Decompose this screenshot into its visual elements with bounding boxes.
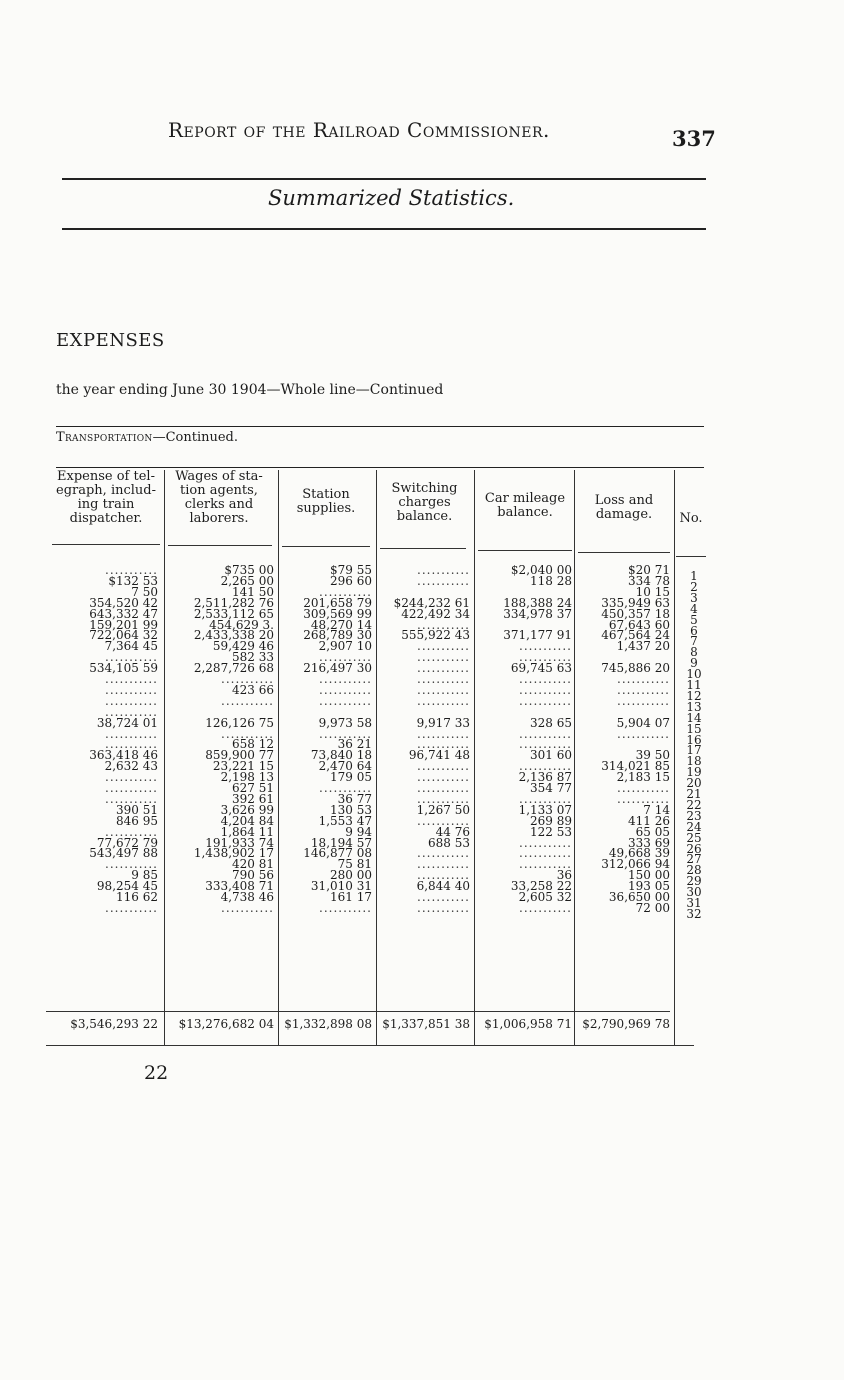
- table-cell: ...........: [417, 672, 470, 686]
- column-header-line: clerks and: [184, 497, 254, 512]
- table-cell: 392 61: [232, 791, 274, 806]
- table-cell: ...........: [519, 846, 572, 861]
- table-cell: ...........: [221, 672, 274, 686]
- table-cell: 1,133 07: [518, 802, 572, 817]
- table-cell: ...........: [519, 900, 572, 915]
- table-cell: 31,010 31: [310, 879, 372, 894]
- table-cell: 335,949 63: [601, 595, 670, 610]
- table-cell: 688 53: [428, 835, 470, 850]
- table-cell: ...........: [519, 857, 572, 872]
- table-cell: 2,136 87: [518, 770, 572, 785]
- table-cell: 859,900 77: [205, 748, 274, 763]
- table-cell: $132 53: [108, 573, 158, 588]
- table-cell: 23,221 15: [212, 759, 274, 774]
- row-number: 24: [686, 819, 702, 834]
- table-cell: 9,917 33: [416, 715, 470, 730]
- column-total: $2,790,969 78: [582, 1017, 670, 1031]
- row-number: 3: [690, 590, 698, 605]
- table-cell: ...........: [105, 704, 158, 719]
- table-cell: 390 51: [116, 802, 158, 817]
- table-cell: 9 85: [131, 868, 158, 883]
- row-number: 18: [686, 754, 702, 769]
- row-number: 8: [690, 645, 698, 660]
- table-cell: ...........: [519, 682, 572, 697]
- column-total: $1,337,851 38: [382, 1017, 470, 1031]
- column-header-line: Expense of tel-: [57, 469, 155, 484]
- table-cell: 36: [556, 868, 572, 883]
- table-cell: ...........: [519, 759, 572, 774]
- table-cell: ...........: [105, 791, 158, 806]
- table-cell: 179 05: [330, 770, 372, 785]
- table-cell: 2,433,338 20: [193, 628, 274, 643]
- table-cell: 38,724 01: [96, 715, 158, 730]
- table-cell: ...........: [417, 661, 470, 676]
- table-cell: 745,886 20: [601, 661, 670, 676]
- table-cell: 658 12: [232, 737, 274, 752]
- subtitle: Summarized Statistics.: [268, 186, 515, 210]
- table-cell: 296 60: [330, 573, 372, 588]
- table-cell: ...........: [105, 737, 158, 752]
- table-cell: 454,629 3.: [209, 617, 274, 632]
- header-underline: [676, 556, 706, 557]
- row-number: 25: [686, 830, 702, 845]
- table-cell: ...........: [519, 672, 572, 686]
- table-cell: $20 71: [628, 563, 670, 577]
- table-cell: 216,497 30: [303, 661, 372, 676]
- table-cell: 72 00: [635, 900, 670, 915]
- column-header-line: No.: [679, 511, 703, 526]
- table-cell: 328 65: [530, 715, 572, 730]
- table-cell: ...........: [417, 857, 470, 872]
- row-number: 16: [686, 732, 702, 747]
- column-total: $3,546,293 22: [70, 1017, 158, 1031]
- table-cell: 59,429 46: [212, 639, 274, 654]
- signature-mark: 22: [144, 1062, 169, 1084]
- column-header-no: [676, 512, 706, 526]
- table-cell: ...........: [319, 726, 372, 741]
- table-cell: ...........: [519, 737, 572, 752]
- table-cell: ...........: [417, 791, 470, 806]
- table-cell: 2,533,112 65: [193, 606, 274, 621]
- row-number: 14: [686, 710, 702, 725]
- table-cell: 3,626 99: [220, 802, 274, 817]
- column-header-station: [278, 488, 374, 516]
- table-cell: 2,907 10: [318, 639, 372, 654]
- table-cell: 36 21: [337, 737, 372, 752]
- table-cell: 7 50: [131, 584, 158, 599]
- column-header-line: egraph, includ-: [56, 483, 156, 498]
- column-header-line: Wages of sta-: [175, 469, 263, 484]
- table-cell: $2,040 00: [510, 563, 572, 577]
- table-cell: 150 00: [628, 868, 670, 883]
- table-cell: 334 78: [628, 573, 670, 588]
- row-number: 26: [686, 841, 702, 856]
- table-cell: ...........: [417, 639, 470, 654]
- header-underline: [282, 546, 370, 547]
- header-underline: [578, 552, 670, 553]
- table-cell: ...........: [319, 672, 372, 686]
- table-cell: ...........: [105, 770, 158, 785]
- table-cell: ...........: [617, 726, 670, 741]
- table-cell: 193 05: [628, 879, 670, 894]
- table-cell: 1,438,902 17: [193, 846, 274, 861]
- column-divider: [574, 470, 575, 1045]
- table-cell: ...........: [319, 682, 372, 697]
- table-cell: ...........: [105, 563, 158, 577]
- column-total: $1,006,958 71: [484, 1017, 572, 1031]
- row-number: 20: [686, 776, 702, 791]
- table-cell: 354 77: [530, 781, 572, 795]
- table-cell: 420 81: [232, 857, 274, 872]
- transport-label: Transportation: [56, 430, 153, 445]
- column-header-line: Station: [302, 487, 350, 502]
- table-cell: ...........: [221, 726, 274, 741]
- table-cell: 2,183 15: [616, 770, 670, 785]
- table-cell: 722,064 32: [89, 628, 158, 643]
- column-divider: [278, 470, 279, 1045]
- table-cell: 75 81: [337, 857, 372, 872]
- row-number: 28: [686, 863, 702, 878]
- table-cell: 280 00: [330, 868, 372, 883]
- table-cell: ...........: [417, 890, 470, 904]
- table-cell: 543,497 88: [89, 846, 158, 861]
- table-cell: ...........: [319, 900, 372, 915]
- page-number: 337: [672, 126, 716, 151]
- table-cell: 118 28: [530, 573, 572, 588]
- row-number: 15: [686, 721, 702, 736]
- table-cell: 2,511,282 76: [193, 595, 274, 610]
- table-cell: ...........: [417, 770, 470, 785]
- table-cell: 67,643 60: [608, 617, 670, 632]
- table-cell: 122 53: [530, 824, 572, 839]
- column-header-wages: [162, 470, 276, 526]
- table-cell: ...........: [417, 781, 470, 795]
- table-cell: 423 66: [232, 682, 274, 697]
- table-cell: ...........: [417, 650, 470, 665]
- table-cell: 69,745 63: [510, 661, 572, 676]
- table-cell: ...........: [105, 693, 158, 708]
- table-cell: 161 17: [330, 890, 372, 904]
- table-cell: ...........: [617, 682, 670, 697]
- table-cell: 141 50: [232, 584, 274, 599]
- column-divider: [674, 470, 675, 1045]
- table-cell: ...........: [105, 726, 158, 741]
- header-underline: [380, 548, 466, 549]
- column-header-line: ing train: [77, 497, 135, 512]
- table-cell: ...........: [105, 900, 158, 915]
- row-number: 17: [686, 743, 702, 758]
- table-cell: 790 56: [232, 868, 274, 883]
- table-cell: ...........: [319, 781, 372, 795]
- table-cell: 411 26: [628, 813, 670, 828]
- table-cell: ...........: [417, 726, 470, 741]
- column-total: $13,276,682 04: [178, 1017, 274, 1031]
- table-cell: 2,287,726 68: [193, 661, 274, 676]
- table-cell: 10 15: [635, 584, 670, 599]
- column-header-line: damage.: [595, 507, 653, 522]
- table-cell: 48,270 14: [310, 617, 372, 632]
- table-cell: 846 95: [116, 813, 158, 828]
- table-cell: 582 33: [232, 650, 274, 665]
- table-cell: ...........: [417, 813, 470, 828]
- table-cell: 98,254 45: [96, 879, 158, 894]
- table-cell: 191,933 74: [205, 835, 274, 850]
- table-cell: 371,177 91: [503, 628, 572, 643]
- header-underline: [478, 550, 572, 551]
- column-header-line: balance.: [396, 509, 453, 524]
- table-cell: 73,840 18: [310, 748, 372, 763]
- table-cell: 333,408 71: [205, 879, 274, 894]
- running-header-title: Report of the Railroad Commissioner.: [168, 118, 550, 142]
- column-divider: [376, 470, 377, 1045]
- table-cell: ...........: [417, 759, 470, 774]
- table-cell: 7 14: [643, 802, 670, 817]
- column-header-switching: [377, 482, 472, 524]
- row-number: 30: [686, 885, 702, 900]
- row-number: 1: [690, 569, 698, 583]
- table-cell: 39 50: [635, 748, 670, 763]
- table-cell: 7,364 45: [104, 639, 158, 654]
- table-cell: 146,877 08: [303, 846, 372, 861]
- column-header-telegraph: [52, 470, 160, 526]
- table-cell: ...........: [105, 857, 158, 872]
- column-total: $1,332,898 08: [284, 1017, 372, 1031]
- table-cell: 301 60: [530, 748, 572, 763]
- table-cell: 312,066 94: [601, 857, 670, 872]
- transport-suffix: —Continued.: [152, 430, 238, 445]
- row-number: 7: [690, 634, 698, 649]
- row-number: 23: [686, 808, 702, 823]
- row-number: 22: [686, 797, 702, 812]
- table-cell: 450,357 18: [601, 606, 670, 621]
- table-rule-bottom: [46, 1045, 694, 1046]
- row-number: 13: [686, 699, 702, 714]
- table-cell: ...........: [105, 650, 158, 665]
- table-cell: 49,668 39: [608, 846, 670, 861]
- table-cell: 18,194 57: [310, 835, 372, 850]
- row-number: 2: [690, 579, 698, 594]
- row-number: 11: [686, 678, 702, 692]
- table-cell: ...........: [519, 726, 572, 741]
- column-header-line: tion agents,: [180, 483, 258, 498]
- table-subheading: the year ending June 30 1904—Whole line—Continued: [56, 382, 444, 398]
- table-cell: ...........: [519, 835, 572, 850]
- table-cell: ...........: [417, 900, 470, 915]
- table-cell: 363,418 46: [89, 748, 158, 763]
- table-cell: $79 55: [330, 563, 372, 577]
- column-divider: [474, 470, 475, 1045]
- row-number: 4: [690, 601, 698, 616]
- table-cell: 4,738 46: [220, 890, 274, 904]
- table-cell: ...........: [105, 682, 158, 697]
- table-cell: 4,204 84: [220, 813, 274, 828]
- column-header-line: laborers.: [189, 511, 249, 526]
- row-number: 29: [686, 874, 702, 889]
- table-cell: ...........: [221, 693, 274, 708]
- table-cell: 126,126 75: [205, 715, 274, 730]
- table-cell: $735 00: [224, 563, 274, 577]
- table-cell: 96,741 48: [408, 748, 470, 763]
- table-cell: 201,658 79: [303, 595, 372, 610]
- column-header-loss: [576, 494, 672, 522]
- column-header-line: charges: [398, 495, 451, 510]
- table-cell: 269 89: [530, 813, 572, 828]
- table-cell: 334,978 37: [503, 606, 572, 621]
- table-cell: 116 62: [116, 890, 158, 904]
- table-cell: ...........: [105, 672, 158, 686]
- table-cell: ...........: [519, 650, 572, 665]
- table-cell: 1,864 11: [220, 824, 274, 839]
- table-cell: 314,021 85: [601, 759, 670, 774]
- table-cell: 268,789 30: [303, 628, 372, 643]
- table-cell: ...........: [319, 650, 372, 665]
- table-cell: 36 77: [337, 791, 372, 806]
- column-header-line: dispatcher.: [69, 511, 143, 526]
- table-cell: 65 05: [635, 824, 670, 839]
- table-cell: ...........: [417, 563, 470, 577]
- table-cell: ...........: [417, 846, 470, 861]
- column-header-line: Car mileage: [484, 491, 566, 506]
- table-cell: 33,258 22: [510, 879, 572, 894]
- column-header-line: supplies.: [296, 501, 356, 516]
- table-cell: ...........: [319, 584, 372, 599]
- header-rule-bottom: [62, 228, 706, 230]
- header-underline: [168, 545, 272, 546]
- table-cell: 2,470 64: [318, 759, 372, 774]
- header-rule-top: [62, 178, 706, 180]
- table-cell: 1,437 20: [616, 639, 670, 654]
- table-cell: ...........: [617, 693, 670, 708]
- table-cell: ...........: [417, 868, 470, 883]
- table-cell: 643,332 47: [89, 606, 158, 621]
- row-number: 31: [686, 896, 702, 910]
- table-cell: ...........: [617, 791, 670, 806]
- table-cell: 2,605 32: [518, 890, 572, 904]
- table-cell: ...........: [417, 693, 470, 708]
- table-cell: 36,650 00: [608, 890, 670, 904]
- table-cell: ...........: [519, 791, 572, 806]
- table-cell: 422,492 34: [401, 606, 470, 621]
- table-cell: 5,904 07: [616, 715, 670, 730]
- column-header-line: Switching: [391, 481, 458, 496]
- column-header-rule-top: [56, 467, 704, 468]
- table-cell: 9,973 58: [318, 715, 372, 730]
- row-number: 32: [686, 906, 702, 921]
- table-cell: ...........: [221, 900, 274, 915]
- row-number: 12: [686, 688, 702, 703]
- table-cell: 2,265 00: [220, 573, 274, 588]
- table-cell: 354,520 42: [89, 595, 158, 610]
- table-cell: 130 53: [330, 802, 372, 817]
- table-cell: 2,198 13: [220, 770, 274, 785]
- table-cell: ...........: [417, 682, 470, 697]
- table-cell: ...........: [519, 693, 572, 708]
- table-cell: 188,388 24: [503, 595, 572, 610]
- table-cell: 159,201 99: [89, 617, 158, 632]
- header-underline: [52, 544, 160, 545]
- row-number: 19: [686, 765, 702, 780]
- table-cell: ...........: [617, 672, 670, 686]
- table-cell: 309,569 99: [303, 606, 372, 621]
- transport-heading: [56, 430, 238, 445]
- table-cell: 1,553 47: [318, 813, 372, 828]
- table-cell: ...........: [105, 781, 158, 795]
- table-cell: 333 69: [628, 835, 670, 850]
- table-cell: ...........: [417, 573, 470, 588]
- table-cell: ...........: [319, 693, 372, 708]
- row-number: 6: [690, 623, 698, 638]
- table-cell: 534,105 59: [89, 661, 158, 676]
- row-number: 9: [690, 656, 698, 671]
- row-number: 21: [686, 787, 702, 801]
- table-cell: 6,844 40: [416, 879, 470, 894]
- column-header-car: [476, 492, 574, 520]
- row-number: 27: [686, 852, 702, 867]
- totals-rule: [46, 1011, 670, 1012]
- row-number: 5: [690, 612, 698, 627]
- table-cell: ...........: [617, 781, 670, 795]
- table-cell: 555,922 43: [401, 628, 470, 643]
- table-cell: ...........: [417, 737, 470, 752]
- table-rule-top: [56, 426, 704, 427]
- row-number: 10: [686, 667, 702, 682]
- table-cell: ...........: [105, 824, 158, 839]
- section-title: EXPENSES: [56, 330, 165, 351]
- column-header-line: balance.: [497, 505, 553, 520]
- table-cell: 2,632 43: [104, 759, 158, 774]
- table-cell: ...........: [417, 617, 470, 632]
- table-cell: 9 94: [345, 824, 372, 839]
- table-cell: $244,232 61: [393, 595, 470, 610]
- table-cell: 77,672 79: [96, 835, 158, 850]
- table-cell: 467,564 24: [601, 628, 670, 643]
- table-cell: ...........: [519, 639, 572, 654]
- table-cell: 627 51: [232, 781, 274, 795]
- table-cell: 1,267 50: [416, 802, 470, 817]
- column-header-line: Loss and: [594, 493, 654, 508]
- table-cell: 44 76: [435, 824, 470, 839]
